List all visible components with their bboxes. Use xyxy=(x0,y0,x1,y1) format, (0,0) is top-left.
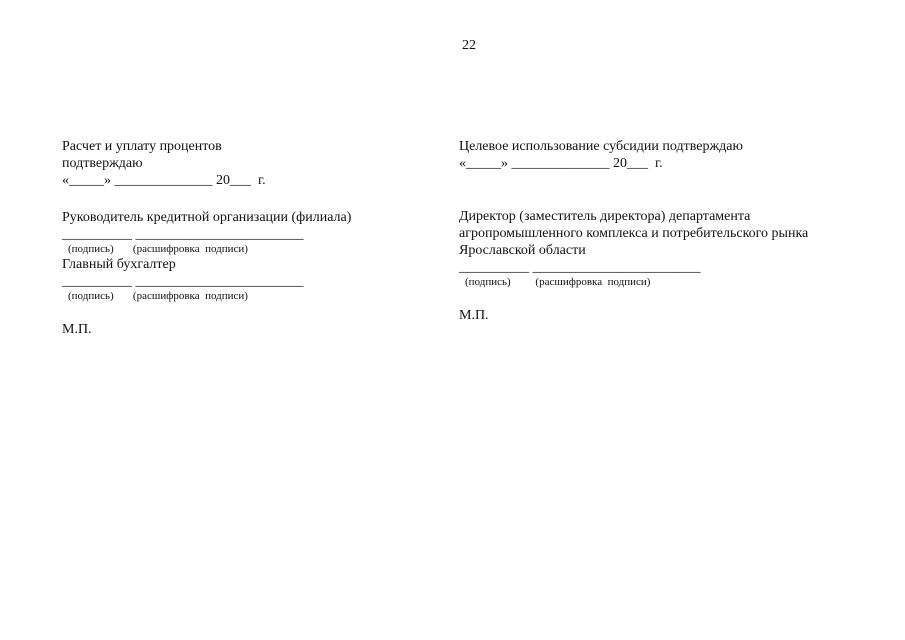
left-signature-line2: __________ ________________________ xyxy=(62,274,304,289)
right-date-line: «_____» ______________ 20___ г. xyxy=(459,156,663,171)
left-approval-block xyxy=(62,138,422,338)
page-number: 22 xyxy=(462,38,476,53)
left-signature-line1: __________ ________________________ xyxy=(62,227,304,242)
right-stamp-label: М.П. xyxy=(459,308,489,323)
right-role-line2: агропромышленного комплекса и потребительского рынка xyxy=(459,226,809,241)
left-stamp-label: М.П. xyxy=(62,322,92,337)
left-heading-line2: подтверждаю xyxy=(62,156,143,171)
left-signature-caption1: (подпись) (расшифровка подписи) xyxy=(68,243,248,255)
left-heading-line1: Расчет и уплату процентов xyxy=(62,139,222,154)
right-signature-line: __________ ________________________ xyxy=(459,260,701,275)
right-signature-caption: (подпись) (расшифровка подписи) xyxy=(465,276,651,288)
right-approval-block xyxy=(459,138,879,324)
left-role-bank-head: Руководитель кредитной организации (филиала) xyxy=(62,210,352,225)
left-role-chief-accountant: Главный бухгалтер xyxy=(62,257,176,272)
left-signature-caption2: (подпись) (расшифровка подписи) xyxy=(68,290,248,302)
right-role-line1: Директор (заместитель директора) департамента xyxy=(459,209,751,224)
right-heading-line1: Целевое использование субсидии подтверждаю xyxy=(459,139,743,154)
left-date-line: «_____» ______________ 20___ г. xyxy=(62,173,266,188)
right-role-line3: Ярославской области xyxy=(459,243,586,258)
